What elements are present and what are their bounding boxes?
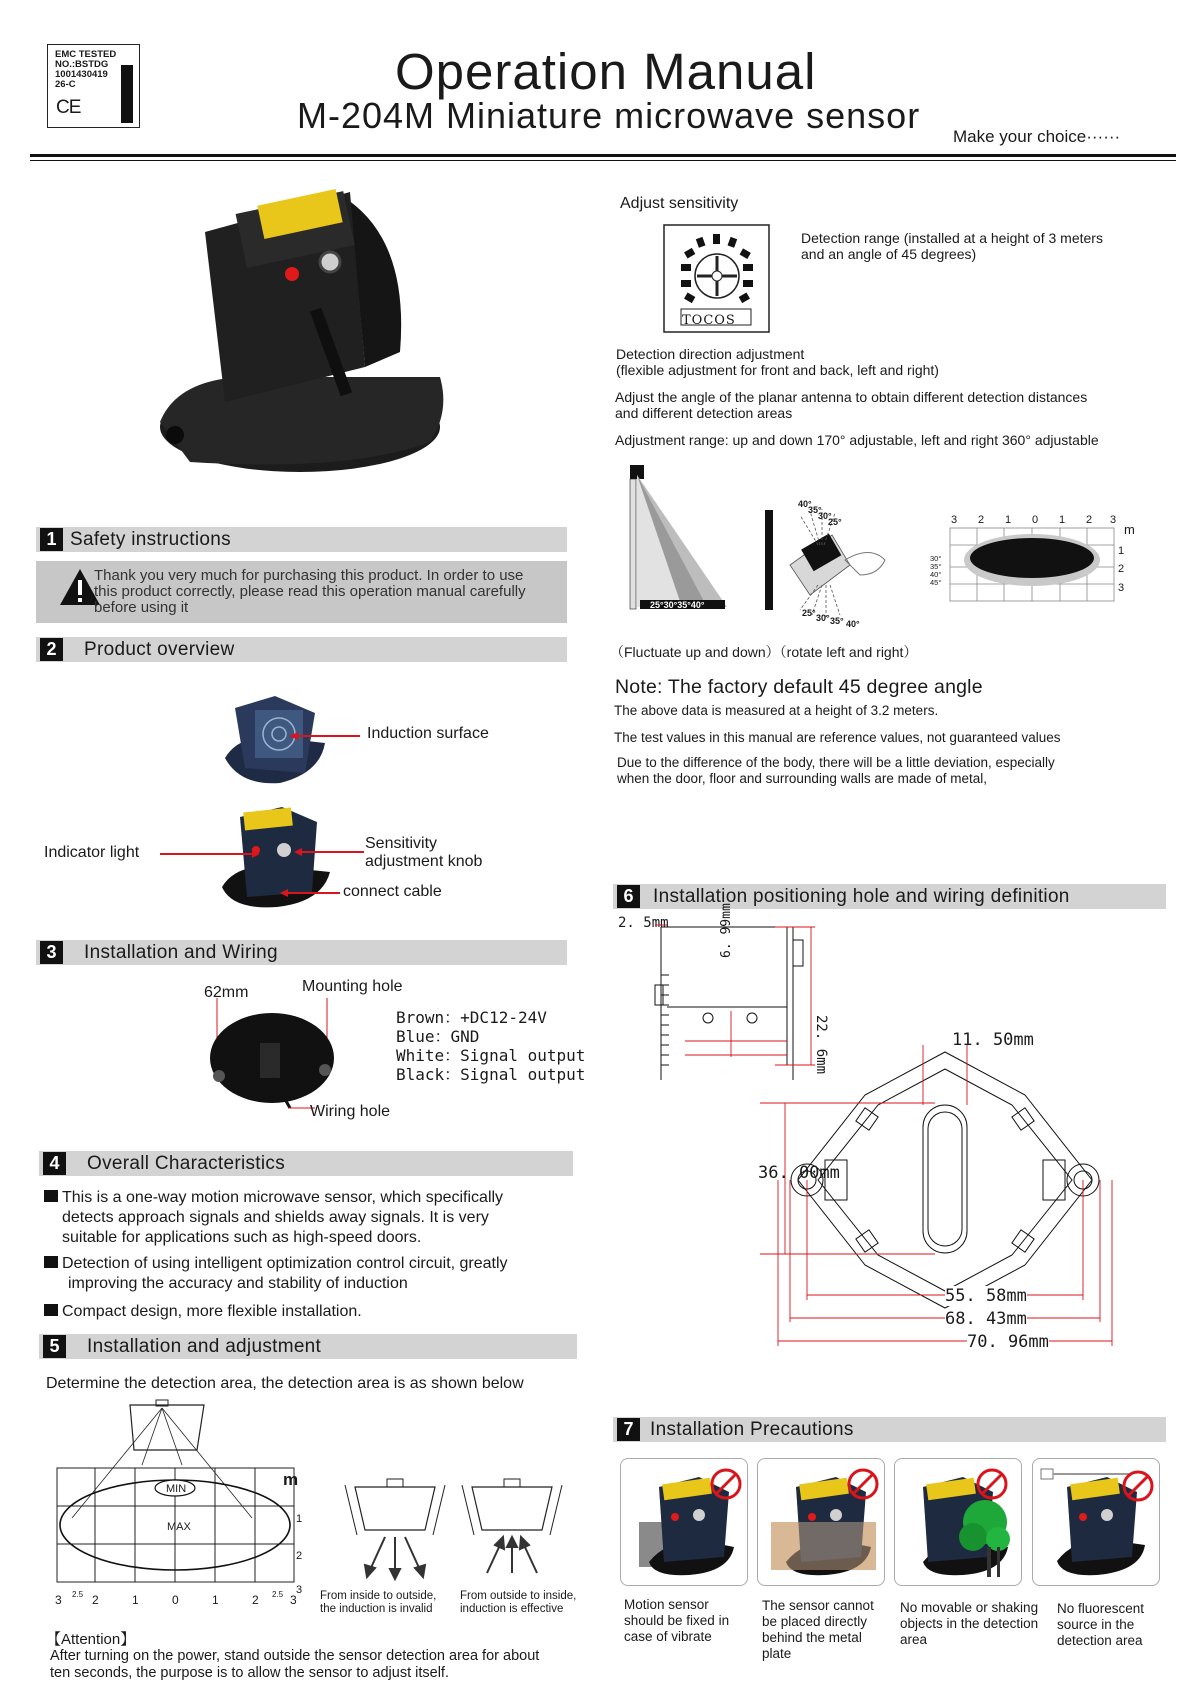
angle-label: 25° bbox=[828, 517, 842, 527]
grid-degree-labels bbox=[930, 555, 941, 587]
area-xtick: 3 bbox=[290, 1593, 297, 1607]
label-max: MAX bbox=[167, 1521, 191, 1533]
precaution-card-moving-objects bbox=[894, 1458, 1022, 1586]
bullet-square-icon bbox=[44, 1304, 58, 1316]
note-text: The above data is measured at a height of 3.2 meters. bbox=[614, 703, 939, 718]
header-rule-thin bbox=[30, 160, 1176, 161]
wire-black: Black：Signal output bbox=[396, 1065, 586, 1084]
note-text: when the door, floor and surrounding walls are made of metal, bbox=[617, 771, 987, 786]
caption-effective: From outside to inside, induction is effective bbox=[460, 1590, 577, 1615]
char-text: suitable for applications such as high-speed doors. bbox=[62, 1229, 422, 1246]
char-text: improving the accuracy and stability of induction bbox=[68, 1275, 408, 1292]
adjustment-range: Adjustment range: up and down 170° adjustable, left and right 360° adjustable bbox=[615, 432, 1099, 448]
angle-label: 30° bbox=[818, 511, 832, 521]
label-sensitivity: Sensitivity bbox=[365, 835, 438, 852]
grid-degree: 30° bbox=[930, 554, 942, 563]
area-unit: m bbox=[283, 1470, 299, 1489]
ce-mark: CE bbox=[56, 97, 81, 118]
dim-70-96mm: 70. 96mm bbox=[967, 1332, 1049, 1352]
dim-68-43mm: 68. 43mm bbox=[945, 1309, 1027, 1329]
char-item-3 bbox=[44, 1302, 508, 1322]
detection-area-diagram bbox=[52, 1400, 312, 1595]
char-text: detects approach signals and shields away signals. It is very bbox=[62, 1209, 489, 1226]
section-header-overview bbox=[36, 637, 567, 662]
range-text: and an angle of 45 degrees) bbox=[801, 246, 977, 262]
prohibited-icon bbox=[1121, 1469, 1155, 1503]
section-number: 3 bbox=[40, 941, 63, 964]
prohibited-icon bbox=[846, 1467, 880, 1501]
grid-xtick: 3 bbox=[1110, 514, 1117, 526]
area-ytick: 2 bbox=[296, 1550, 303, 1562]
range-text: Detection range (installed at a height of 3 meters bbox=[801, 230, 1103, 246]
vertical-fluctuation-diagram bbox=[622, 460, 732, 615]
grid-ytick: 1 bbox=[1118, 545, 1125, 557]
grid-xtick: 2 bbox=[978, 514, 985, 526]
notice-text: Thank you very much for purchasing this product. In order to use this product correctly, please read this operation manual carefully before using it bbox=[94, 567, 526, 616]
note-title: Note: The factory default 45 degree angle bbox=[615, 676, 983, 698]
attention-text: After turning on the power, stand outside the sensor detection area for about bbox=[50, 1648, 540, 1664]
cable-arrow bbox=[280, 889, 340, 899]
dim-2-5mm: 2. 5mm bbox=[618, 915, 669, 931]
direction-text: Detection direction adjustment bbox=[616, 346, 805, 362]
caption-fluorescent: No fluorescent source in the detection area bbox=[1057, 1601, 1145, 1648]
grid-ytick: 3 bbox=[1118, 582, 1125, 594]
wire-blue: Blue：GND bbox=[396, 1027, 480, 1046]
base-plate-drawing bbox=[760, 1035, 1130, 1355]
angles-bottom: 25°30°35°40° bbox=[650, 600, 705, 610]
label-sensitivity-2: adjustment knob bbox=[365, 853, 483, 870]
grid-xtick: 0 bbox=[1032, 514, 1039, 526]
char-text: This is a one-way motion microwave sensor, which specifically bbox=[62, 1189, 504, 1206]
fluctuate-caption: （Fluctuate up and down）（rotate left and right） bbox=[610, 644, 918, 660]
wire-brown: Brown：+DC12-24V bbox=[396, 1008, 547, 1027]
section-header-positioning bbox=[613, 884, 1166, 909]
grid-degree: 40° bbox=[930, 570, 942, 579]
wire-white: White：Signal output bbox=[396, 1046, 586, 1065]
label-mounting-hole: Mounting hole bbox=[302, 978, 403, 995]
safety-notice bbox=[36, 561, 567, 623]
section-number: 2 bbox=[40, 638, 63, 661]
caption-invalid: From inside to outside, the induction is invalid bbox=[320, 1590, 437, 1615]
angle-label: 25° bbox=[802, 608, 816, 618]
area-xtick: 0 bbox=[172, 1593, 179, 1607]
emc-line: 26-C bbox=[55, 79, 76, 90]
area-xtick: 2 bbox=[92, 1593, 99, 1607]
angle-label: 40° bbox=[798, 499, 812, 509]
angles-bottom-rot bbox=[802, 608, 872, 638]
section-title: Installation positioning hole and wiring definition bbox=[653, 886, 1070, 907]
tagline: Make your choice······ bbox=[953, 127, 1121, 146]
grid-ytick: 2 bbox=[1118, 563, 1125, 575]
emc-line: NO.:BSTDG bbox=[55, 59, 109, 70]
prohibited-icon bbox=[709, 1467, 743, 1501]
note-text: Due to the difference of the body, there will be a little deviation, especially bbox=[617, 755, 1055, 770]
invalid-direction-diagram bbox=[345, 1475, 445, 1585]
char-item-2 bbox=[44, 1254, 508, 1274]
area-xtick: 2.5 bbox=[72, 1590, 84, 1599]
label-connect-cable: connect cable bbox=[343, 883, 442, 900]
grid-xtick: 2 bbox=[1086, 514, 1093, 526]
indicator-arrow bbox=[160, 850, 260, 860]
angle-label: 30° bbox=[816, 613, 830, 623]
bullet-square-icon bbox=[44, 1256, 58, 1268]
bullet-square-icon bbox=[44, 1190, 58, 1202]
attention-title: 【Attention】 bbox=[46, 1631, 136, 1648]
label-min: MIN bbox=[166, 1483, 187, 1495]
caption-metal-plate: The sensor cannot be placed directly behind the metal plate bbox=[762, 1598, 874, 1661]
characteristics-list bbox=[44, 1188, 508, 1322]
effective-direction-diagram bbox=[462, 1475, 562, 1585]
emc-tested-badge bbox=[47, 44, 140, 128]
adjustment-intro: Determine the detection area, the detection area is as shown below bbox=[46, 1375, 524, 1392]
sensor-hero-image bbox=[150, 172, 470, 492]
section-number: 4 bbox=[43, 1152, 66, 1175]
section-header-safety bbox=[36, 527, 567, 552]
dim-62mm: 62mm bbox=[204, 984, 249, 1001]
prohibited-icon bbox=[975, 1467, 1009, 1501]
precaution-card-metal bbox=[757, 1458, 885, 1586]
section-number: 7 bbox=[617, 1418, 640, 1441]
area-xtick: 2.5 bbox=[272, 1590, 284, 1599]
grid-xtick: 1 bbox=[1059, 514, 1066, 526]
area-xtick: 1 bbox=[132, 1593, 139, 1607]
adjust-sensitivity-title: Adjust sensitivity bbox=[620, 195, 739, 212]
section-title: Installation and adjustment bbox=[87, 1336, 322, 1357]
area-xtick: 1 bbox=[212, 1593, 219, 1607]
area-xtick: 2 bbox=[252, 1593, 259, 1607]
area-xtick: 3 bbox=[55, 1593, 62, 1607]
direction-text: (flexible adjustment for front and back, left and right) bbox=[616, 362, 939, 378]
char-item-1 bbox=[44, 1188, 508, 1208]
detection-grid-diagram bbox=[950, 528, 1120, 604]
area-ytick: 3 bbox=[296, 1584, 303, 1596]
grid-xticks bbox=[948, 514, 1128, 528]
emc-line: 1001430419 bbox=[55, 69, 108, 80]
precaution-card-fluorescent bbox=[1032, 1458, 1160, 1586]
caption-moving-objects: No movable or shaking objects in the detection area bbox=[900, 1600, 1039, 1647]
dim-6-99mm: 6. 99mm bbox=[719, 903, 734, 958]
section-header-precautions bbox=[613, 1417, 1166, 1442]
angle-label: 35° bbox=[830, 616, 844, 626]
section-header-installation-wiring bbox=[36, 940, 567, 965]
angle-label: 40° bbox=[846, 619, 860, 629]
section-number: 1 bbox=[40, 528, 63, 551]
dim-22-6mm: 22. 6mm bbox=[813, 1015, 829, 1075]
area-xticks bbox=[52, 1590, 312, 1609]
sensitivity-arrow bbox=[294, 848, 364, 858]
section-header-adjustment bbox=[39, 1334, 577, 1359]
dim-11-50mm: 11. 50mm bbox=[952, 1030, 1034, 1050]
angles-top bbox=[798, 499, 858, 529]
section-title: Overall Characteristics bbox=[87, 1153, 286, 1174]
angle-text: Adjust the angle of the planar antenna to obtain different detection distances bbox=[615, 389, 1088, 405]
grid-degree: 45° bbox=[930, 578, 942, 587]
angle-label: 35° bbox=[808, 505, 822, 515]
label-wiring-hole: Wiring hole bbox=[310, 1103, 391, 1120]
section-title: Product overview bbox=[84, 639, 235, 660]
section-title: Installation Precautions bbox=[650, 1419, 854, 1440]
label-induction-surface: Induction surface bbox=[367, 725, 489, 742]
emc-line: EMC TESTED bbox=[55, 49, 117, 60]
wire-definitions bbox=[396, 1008, 585, 1084]
note-text: The test values in this manual are reference values, not guaranteed values bbox=[614, 730, 1061, 745]
grid-unit: m bbox=[1124, 522, 1135, 537]
dim-55-58mm: 55. 58mm bbox=[945, 1286, 1027, 1306]
grid-xtick: 3 bbox=[951, 514, 958, 526]
induction-arrow bbox=[290, 732, 360, 742]
char-text: Compact design, more flexible installation. bbox=[62, 1303, 362, 1320]
section-number: 5 bbox=[43, 1335, 66, 1358]
precaution-card-vibration bbox=[620, 1458, 748, 1586]
grid-degree: 35° bbox=[930, 562, 942, 571]
caption-vibration: Motion sensor should be fixed in case of vibrate bbox=[624, 1597, 730, 1644]
dim-36mm: 36. 00mm bbox=[758, 1163, 840, 1183]
section-header-characteristics bbox=[39, 1151, 573, 1176]
header-rule bbox=[30, 154, 1176, 157]
area-ytick: 1 bbox=[296, 1513, 303, 1525]
knob-brand: TOCOS bbox=[682, 313, 736, 328]
char-text: Detection of using intelligent optimization control circuit, greatly bbox=[62, 1255, 508, 1272]
emc-bar bbox=[121, 65, 133, 123]
section-title: Safety instructions bbox=[70, 529, 231, 550]
page-subtitle: M-204M Miniature microwave sensor bbox=[297, 95, 921, 136]
angle-text: and different detection areas bbox=[615, 405, 793, 421]
grid-xtick: 1 bbox=[1005, 514, 1012, 526]
label-indicator-light: Indicator light bbox=[44, 844, 140, 861]
sensor-bottom-image bbox=[205, 998, 340, 1113]
attention-text: ten seconds, the purpose is to allow the sensor to adjust itself. bbox=[50, 1665, 449, 1681]
section-number: 6 bbox=[617, 885, 640, 908]
section-title: Installation and Wiring bbox=[84, 942, 278, 963]
page-title: Operation Manual bbox=[395, 43, 817, 100]
